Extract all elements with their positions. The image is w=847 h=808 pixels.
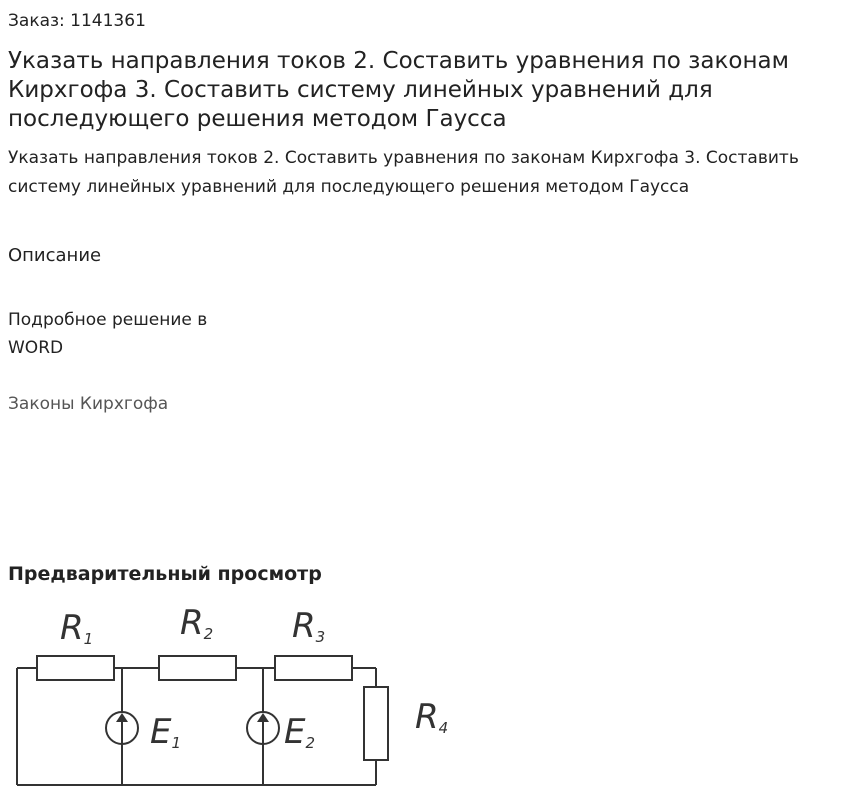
task-summary: Указать направления токов 2. Составить уравнения по законам Кирхгофа 3. Составить систему линейных уравнений для последующего решения методом Гаусса	[8, 148, 799, 197]
label-r1: R1	[60, 608, 94, 648]
label-e1: E1	[150, 712, 182, 752]
resistor-r3	[275, 656, 352, 680]
page-title: Указать направления токов 2. Составить уравнения по законам Кирхгофа 3. Составить систему линейных уравнений для последующего решения методом Гаусса	[8, 48, 789, 132]
category-link[interactable]: Законы Кирхгофа	[8, 394, 169, 414]
preview-heading: Предварительный просмотр	[8, 563, 322, 585]
description-heading: Описание	[8, 245, 102, 266]
order-number: Заказ: 1141361	[8, 11, 146, 31]
label-r3: R3	[292, 606, 326, 646]
resistor-r2	[159, 656, 236, 680]
source-e1-arrowhead	[116, 713, 128, 722]
circuit-diagram	[0, 595, 460, 795]
resistor-r1	[37, 656, 114, 680]
label-r2: R2	[180, 603, 214, 643]
resistor-r4	[364, 687, 388, 760]
label-r4: R4	[415, 697, 449, 737]
description-body: Подробное решение в WORD	[8, 310, 208, 358]
source-e2-arrowhead	[257, 713, 269, 722]
label-e2: E2	[284, 712, 316, 752]
